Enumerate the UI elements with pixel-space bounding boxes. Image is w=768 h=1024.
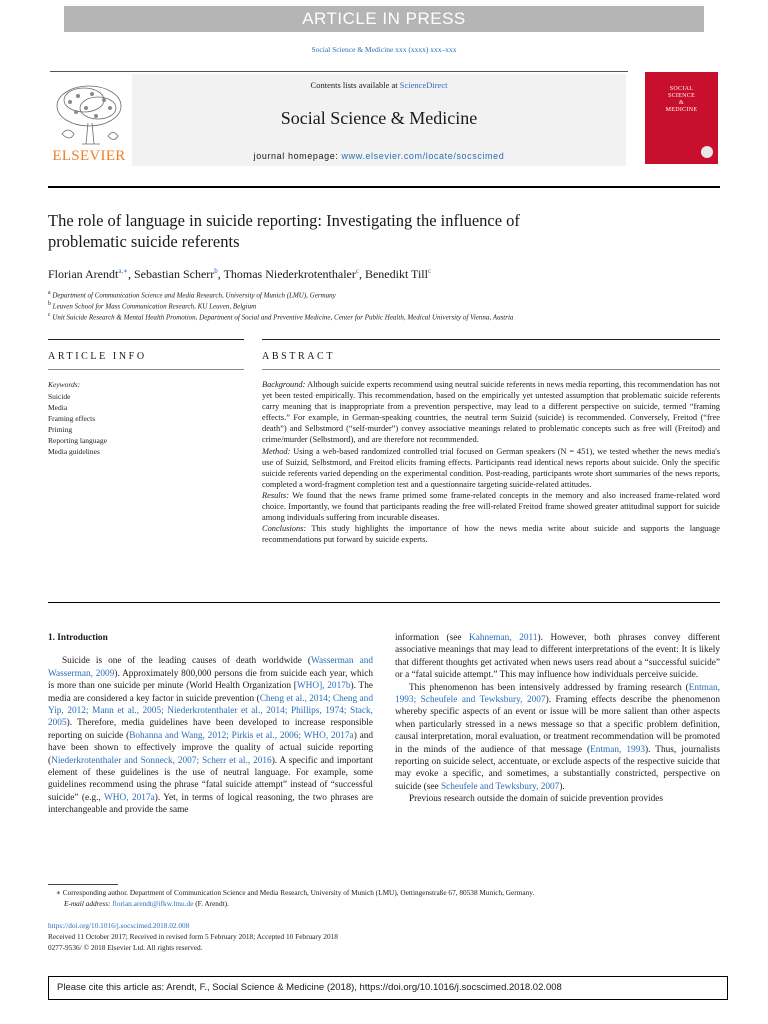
cover-title xyxy=(645,86,718,114)
abstract-text: Although suicide experts recommend using neutral suicide referents in news media reporting, this recommendation has not yet been tested empirically. This recommendation, based on the empirically yet untested assumption that problematic suicide referents carry meaning that is inappropriate from a prevention perspective, may lead to a different perspective on suicide, termed “framing effects.” For example, in German-speaking countries, the neutral term Suizid (suicide) is recommended. Conversely, Freitod (“free death”) and Selbstmord (“self-murder”) convey associative meanings related to problematic concepts such as free will (Freitod) and crime/murder (Selbstmord), and are therefore not recommended. xyxy=(262,380,720,445)
article-info-rule xyxy=(48,339,244,340)
journal-reference-link[interactable]: Social Science & Medicine xxx (xxxx) xxx–xxx xyxy=(311,45,457,54)
author-name[interactable]: Thomas Niederkrotenthaler xyxy=(223,267,356,281)
keyword: Media guidelines xyxy=(48,447,100,456)
author-list: Florian Arendt$^{a,∗}$, Sebastian Scherr$^b$, Thomas Niederkrotenthaler$^c$, Benedikt Till$^c$ xyxy=(48,267,432,281)
cover-seal-icon xyxy=(701,146,713,158)
sciencedirect-link[interactable]: ScienceDirect xyxy=(399,80,448,90)
citation-link[interactable]: WHO], 2017b xyxy=(296,681,351,692)
abstract-conclusions xyxy=(262,523,720,545)
body-text: ). A specific and important element of these guidelines is the use of neutral language. For example, some guidelines recommend using the phrase “fatal suicide attempt” instead of “successful suicide” (e.g., xyxy=(48,755,374,803)
abstract-subrule xyxy=(262,369,720,370)
abstract-body xyxy=(262,379,720,545)
body-paragraph xyxy=(395,632,720,682)
keyword: Media xyxy=(48,403,68,412)
email-suffix: (F. Arendt). xyxy=(195,899,229,908)
email-link[interactable]: florian.arendt@ifkw.lmu.de xyxy=(112,899,194,908)
cover-line: & xyxy=(679,100,684,106)
affiliation-text: Unit Suicide Research & Mental Health Promotion, Department of Social and Preventive Medicine, Center for Public Health, Medical University of Vienna, Austria xyxy=(52,313,514,322)
author-affiliation-mark[interactable]: a,∗ xyxy=(118,267,128,275)
body-text: ). xyxy=(559,781,565,792)
author-name[interactable]: Benedikt Till xyxy=(364,267,428,281)
citation-link[interactable]: Wasserman and Wasserman, 2009 xyxy=(48,656,373,679)
body-paragraph xyxy=(395,793,720,805)
abstract-text: This study highlights the importance of how the news media write about suicide and supports the language recommendations put forward by suicide experts. xyxy=(262,524,720,545)
received-dates: Received 11 October 2017; Received in revised form 5 February 2018; Accepted 10 February 2018 xyxy=(48,932,338,941)
article-in-press-banner: ARTICLE IN PRESS xyxy=(64,6,704,32)
cover-line: MEDICINE xyxy=(665,107,698,113)
author-affiliation-mark[interactable]: c xyxy=(355,267,359,275)
journal-homepage xyxy=(132,151,626,161)
abstract-bottom-rule xyxy=(48,602,720,603)
abstract-heading: ABSTRACT xyxy=(262,351,336,362)
paper-title-line: The role of language in suicide reporting: Investigating the influence of xyxy=(48,211,520,230)
abstract-text: We found that the news frame primed some frame-related concepts in the memory and also increased frame-related word choice. Importantly, we found that participants reading the free will-related Freitod frame showed greater attitudinal support for suicide among individuals suffering from incurable diseases. xyxy=(262,490,720,523)
body-paragraph xyxy=(48,655,373,816)
body-text: Previous research outside the domain of suicide prevention provides xyxy=(409,794,664,805)
body-text: information (see xyxy=(395,633,470,643)
body-text: ). Framing effects describe the phenomenon whereby specific aspects of an event or issue will be more salient than other aspects when particularly stressed in a news message so that a specific problem definition, causal interpretation, moral evaluation, or treatment recommendation will be promoted in the minds of the audience of that message ( xyxy=(395,695,720,755)
abstract-label: Results: xyxy=(262,490,289,500)
body-left-column xyxy=(48,632,373,817)
article-info-subrule xyxy=(48,369,244,370)
body-paragraph xyxy=(395,682,720,794)
keyword: Suicide xyxy=(48,392,71,401)
abstract-rule xyxy=(262,339,720,340)
body-text: Suicide is one of the leading causes of death worldwide ( xyxy=(62,656,311,667)
abstract-label: Method: xyxy=(262,446,291,456)
citation-box: Please cite this article as: Arendt, F., Social Science & Medicine (2018), https://doi.org/10.1016/j.socscimed.2018.02.008 xyxy=(48,976,728,1000)
affiliation xyxy=(48,311,728,322)
abstract-method xyxy=(262,446,720,490)
cover-line: SOCIAL xyxy=(669,86,694,92)
body-text: ). Therefore, media guidelines have been developed to increase responsible reporting on suicide ( xyxy=(48,718,373,741)
masthead-top-rule xyxy=(50,71,628,72)
author-name[interactable]: Sebastian Scherr xyxy=(133,267,215,281)
body-right-column xyxy=(395,632,720,806)
masthead xyxy=(132,74,626,166)
copyright-line: 0277-9536/ © 2018 Elsevier Ltd. All rights reserved. xyxy=(48,943,203,952)
citation-link[interactable]: WHO, 2017a xyxy=(104,792,155,803)
section-heading-introduction: 1. Introduction xyxy=(48,633,108,643)
email-label: E-mail address: xyxy=(64,899,111,908)
affiliation xyxy=(48,300,728,311)
citation-link[interactable]: Scheufele and Tewksbury, 2007 xyxy=(440,781,560,792)
paper-title-line: problematic suicide referents xyxy=(48,232,240,251)
elsevier-wordmark: ELSEVIER xyxy=(52,148,126,164)
email-note xyxy=(48,899,744,909)
author-affiliation-mark[interactable]: c xyxy=(427,267,432,275)
affiliation-mark: b xyxy=(48,301,51,307)
citation-link[interactable]: Kahneman, 2011 xyxy=(469,633,538,643)
journal-title: Social Science & Medicine xyxy=(280,108,478,128)
homepage-link[interactable]: www.elsevier.com/locate/socscimed xyxy=(341,151,505,161)
keyword: Framing effects xyxy=(48,414,96,423)
affiliation-mark: a xyxy=(48,290,51,296)
citation-link[interactable]: Cheng et al., 2014; Cheng and Yip, 2012; Mann et al., 2005; Niederkrotenthaler et al., 2014; Phillips, 1974; Stack, 2005 xyxy=(48,693,373,729)
corresponding-text: Corresponding author. Department of Communication Science and Media Research, University of Munich (LMU), Oettingenstraße 67, 80538 Munich, Germany. xyxy=(62,888,535,897)
affiliation-mark: c xyxy=(48,312,51,318)
keyword: Priming xyxy=(48,425,73,434)
author-affiliation-mark[interactable]: b xyxy=(214,267,218,275)
doi-link[interactable]: https://doi.org/10.1016/j.socscimed.2018.02.008 xyxy=(48,921,190,930)
citation-link[interactable]: Entman, 1993 xyxy=(590,744,645,755)
affiliation-text: Leuven School for Mass Communication Research, KU Leuven, Belgium xyxy=(52,302,257,311)
body-text: ) and have been shown to effectively improve the quality of actual suicide reporting ( xyxy=(48,730,374,766)
citation-link[interactable]: Bohanna and Wang, 2012; Pirkis et al., 2006; WHO, 2017a xyxy=(129,730,354,741)
body-text: ). Approximately 800,000 persons die from suicide each year, which is more than one suicide per minute (World Health Organization [ xyxy=(48,668,373,692)
keyword: Reporting language xyxy=(48,436,107,445)
body-text: This phenomenon has been intensively addressed by framing research ( xyxy=(409,682,689,693)
affiliation-text: Department of Communication Science and Media Research, University of Munich (LMU), Germany xyxy=(52,291,336,300)
paper-title xyxy=(48,210,688,252)
body-text: ). Yet, in terms of logical reasoning, the two phrases are interchangeable and provide the same xyxy=(48,792,373,816)
abstract-label: Conclusions: xyxy=(262,524,307,534)
abstract-text: Using a web-based randomized controlled trial focused on German speakers (N = 451), we tested whether the news media's use of Suizid, Selbstmord, and Freitod elicits framing effects. Participants read identical news reports about suicide. Only the specific suicide referents varied depending on the experimental condition. Post-reading, participants wrote short summaries of the news reports, completed a word-fragment completion test and a questionnaire targeting suicide-related attitudes. xyxy=(262,446,720,489)
doi-note xyxy=(48,921,728,931)
citation-link[interactable]: Niederkrotenthaler and Sonneck, 2007; Scherr et al., 2016 xyxy=(51,755,272,766)
contents-prefix: Contents lists available at xyxy=(310,80,400,90)
keywords-label: Keywords: xyxy=(48,380,81,389)
citation-link[interactable]: Entman, 1993; Scheufele and Tewksbury, 2007 xyxy=(395,682,720,706)
abstract-label: Background: xyxy=(262,380,306,389)
corresponding-author-note xyxy=(48,888,736,898)
homepage-prefix: journal homepage: xyxy=(253,151,342,161)
journal-cover-thumbnail[interactable] xyxy=(645,72,718,164)
corresponding-mark: ∗ xyxy=(56,888,61,897)
abstract-background xyxy=(262,379,720,446)
footnote-rule xyxy=(48,884,118,885)
header-rule xyxy=(48,186,720,188)
cover-line: SCIENCE xyxy=(667,93,696,99)
contents-line xyxy=(132,80,626,90)
body-text: ). The media are considered a key factor in suicide prevention ( xyxy=(48,681,374,704)
affiliation xyxy=(48,289,728,300)
keywords-list xyxy=(48,391,107,457)
body-text: ). However, both phrases convey different associative meanings that may lead to different interpretations of the event: It is likely that different thoughts get activated when news users read about a “successful suicide” or a “fatal suicide attempt.” This may influence how individuals perceive suicide. xyxy=(395,633,720,681)
author-name[interactable]: Florian Arendt xyxy=(48,267,119,281)
body-text: ). Thus, journalists reporting on suicide select, accentuate, or exclude aspects of the respective suicide that may evoke a specific, and sometimes, a substantially constricted, perspective on suicide (see xyxy=(395,744,720,792)
article-info-heading: ARTICLE INFO xyxy=(48,351,147,362)
abstract-results xyxy=(262,490,720,523)
